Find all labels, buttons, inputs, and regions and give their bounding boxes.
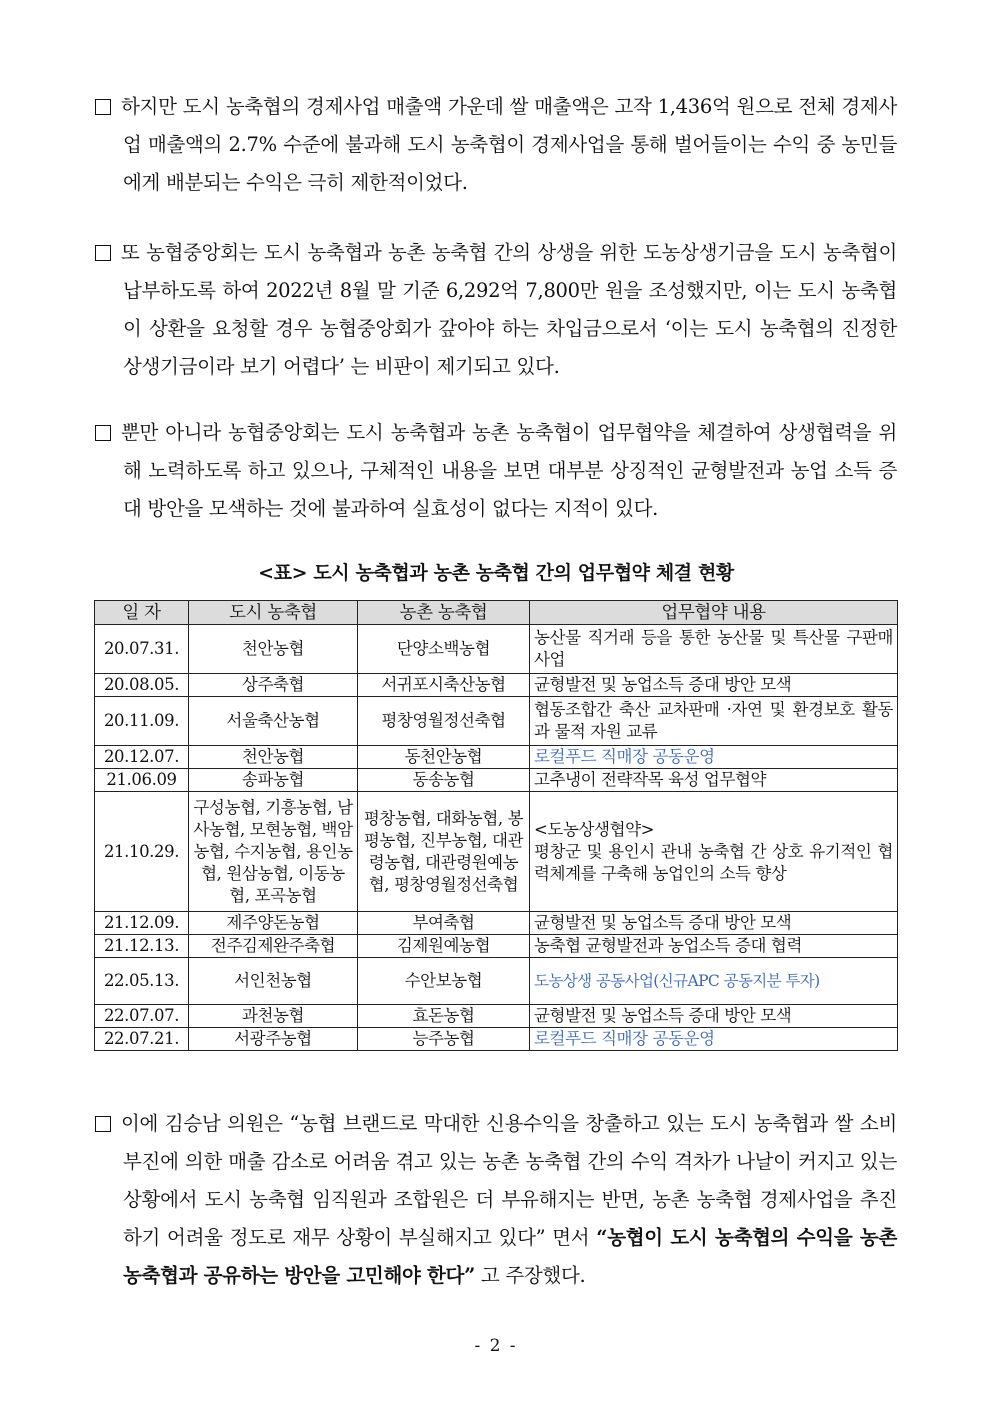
cell-city: 상주축협	[189, 674, 358, 697]
checkbox-bullet-icon	[95, 99, 111, 115]
checkbox-bullet-icon	[95, 425, 111, 441]
header-city: 도시 농축협	[189, 601, 358, 625]
cell-city: 천안농협	[189, 625, 358, 674]
paragraph-agreements: 뿐만 아니라 농협중앙회는 도시 농축협과 농촌 농축협이 업무협약을 체결하여 상생협력을 위해 노력하도록 하고 있으나, 구체적인 내용을 보면 대부분 상징적인 균형발전과 농업 소득 증대 방안을 모색하는 것에 불과하여 실효성이 없다는 지적이 있다.	[95, 414, 897, 528]
page-number: - 2 -	[474, 1336, 518, 1356]
cell-city: 서인천농협	[189, 958, 358, 1005]
cell-city: 구성농협, 기흥농협, 남사농협, 모현농협, 백암농협, 수지농협, 용인농협, 원삼농협, 이동농협, 포곡농협	[189, 792, 358, 912]
cell-city: 서울축산농협	[189, 697, 358, 746]
cell-date: 22.07.07.	[95, 1005, 189, 1028]
cell-rural: 서귀포시축산농협	[358, 674, 530, 697]
cell-content: 균형발전 및 농업소득 증대 방안 모색	[530, 674, 898, 697]
cell-city: 과천농협	[189, 1005, 358, 1028]
cell-content	[530, 792, 898, 912]
cell-date: 21.12.13.	[95, 935, 189, 958]
cell-rural: 효돈농협	[358, 1005, 530, 1028]
cell-rural: 평창농협, 대화농협, 봉평농협, 진부농협, 대관령농협, 대관령원예농협, 평창영월정선축협	[358, 792, 530, 912]
header-rural: 농촌 농축협	[358, 601, 530, 625]
checkbox-bullet-icon	[95, 1116, 111, 1132]
cell-date: 21.12.09.	[95, 912, 189, 935]
cell-date: 20.11.09.	[95, 697, 189, 746]
cell-date: 22.07.21.	[95, 1028, 189, 1051]
cell-content: 로컬푸드 직매장 공동운영	[530, 1028, 898, 1051]
cell-city: 천안농협	[189, 746, 358, 769]
table-header-row	[95, 601, 898, 625]
table-row	[95, 1005, 898, 1028]
cell-rural: 수안보농협	[358, 958, 530, 1005]
cell-date: 20.08.05.	[95, 674, 189, 697]
cell-rural: 부여축협	[358, 912, 530, 935]
cell-city: 제주양돈농협	[189, 912, 358, 935]
cell-date: 21.06.09	[95, 769, 189, 792]
cell-content: 고추냉이 전략작목 육성 업무협약	[530, 769, 898, 792]
cell-content: 도농상생 공동사업(신규APC 공동지분 투자)	[530, 958, 898, 1005]
cell-date: 21.10.29.	[95, 792, 189, 912]
paragraph-rice-sales: 하지만 도시 농축협의 경제사업 매출액 가운데 쌀 매출액은 고작 1,436억 원으로 전체 경제사업 매출액의 2.7% 수준에 불과해 도시 농축협이 경제사업을 통해 벌어들이는 수익 중 농민들에게 배분되는 수익은 극히 제한적이었다.	[95, 88, 897, 202]
cell-content-body: 평창군 및 용인시 관내 농축협 간 상호 유기적인 협력체계를 구축해 농업인의 소득 향상	[534, 841, 893, 883]
table-row	[95, 674, 898, 697]
cell-content: 균형발전 및 농업소득 증대 방안 모색	[530, 912, 898, 935]
cell-city: 송파농협	[189, 769, 358, 792]
cell-date: 20.07.31.	[95, 625, 189, 674]
header-content: 업무협약 내용	[530, 601, 898, 625]
paragraph-fund: 또 농협중앙회는 도시 농축협과 농촌 농축협 간의 상생을 위한 도농상생기금을 도시 농축협이 납부하도록 하여 2022년 8월 말 기준 6,292억 7,800만 원을 조성했지만, 이는 도시 농축협이 상환을 요청할 경우 농협중앙회가 갚아야 하는 차입금으로서 ‘이는 도시 농축협의 진정한 상생기금이라 보기 어렵다’ 는 비판이 제기되고 있다.	[95, 234, 897, 386]
table-row	[95, 625, 898, 674]
table-row	[95, 769, 898, 792]
cell-rural: 동천안농협	[358, 746, 530, 769]
table-row	[95, 935, 898, 958]
table-row	[95, 792, 898, 912]
cell-content: 균형발전 및 농업소득 증대 방안 모색	[530, 1005, 898, 1028]
cell-city: 전주김제완주축협	[189, 935, 358, 958]
table-row	[95, 697, 898, 746]
paragraph-statement: 이에 김승남 의원은 “농협 브랜드로 막대한 신용수익을 창출하고 있는 도시 농축협과 쌀 소비 부진에 의한 매출 감소로 어려움 겪고 있는 농촌 농축협 간의 수익 격차가 나날이 커지고 있는 상황에서 도시 농축협 임직원과 조합원은 더 부유해지는 반면, 농촌 농축협 경제사업을 추진하기 어려울 정도로 재무 상황이 부실해지고 있다” 면서 “농협이 도시 농축협의 수익을 농촌 농축협과 공유하는 방안을 고민해야 한다” 고 주장했다.	[95, 1105, 897, 1295]
cell-rural: 동송농협	[358, 769, 530, 792]
cell-rural: 평창영월정선축협	[358, 697, 530, 746]
cell-date: 22.05.13.	[95, 958, 189, 1005]
cell-rural: 단양소백농협	[358, 625, 530, 674]
cell-rural: 능주농협	[358, 1028, 530, 1051]
agreement-table	[94, 600, 898, 1051]
cell-content: 농산물 직거래 등을 통한 농산물 및 특산물 구판매사업	[530, 625, 898, 674]
cell-rural: 김제원예농협	[358, 935, 530, 958]
table-caption: <표> 도시 농축협과 농촌 농축협 간의 업무협약 체결 현황	[258, 562, 734, 584]
table-row	[95, 1028, 898, 1051]
cell-content: 농축협 균형발전과 농업소득 증대 협력	[530, 935, 898, 958]
cell-date: 20.12.07.	[95, 746, 189, 769]
checkbox-bullet-icon	[95, 245, 111, 261]
cell-content-title: <도농상생협약>	[534, 819, 655, 839]
cell-content: 로컬푸드 직매장 공동운영	[530, 746, 898, 769]
table-row	[95, 958, 898, 1005]
table-row	[95, 746, 898, 769]
emphasis-quote: “농협이 도시 농축협의 수익을 농촌 농축협과 공유하는 방안을 고민해야 한다”	[123, 1226, 897, 1287]
table-row	[95, 912, 898, 935]
cell-city: 서광주농협	[189, 1028, 358, 1051]
cell-content: 협동조합간 축산 교차판매 ·자연 및 환경보호 활동과 물적 자원 교류	[530, 697, 898, 746]
header-date: 일 자	[95, 601, 189, 625]
